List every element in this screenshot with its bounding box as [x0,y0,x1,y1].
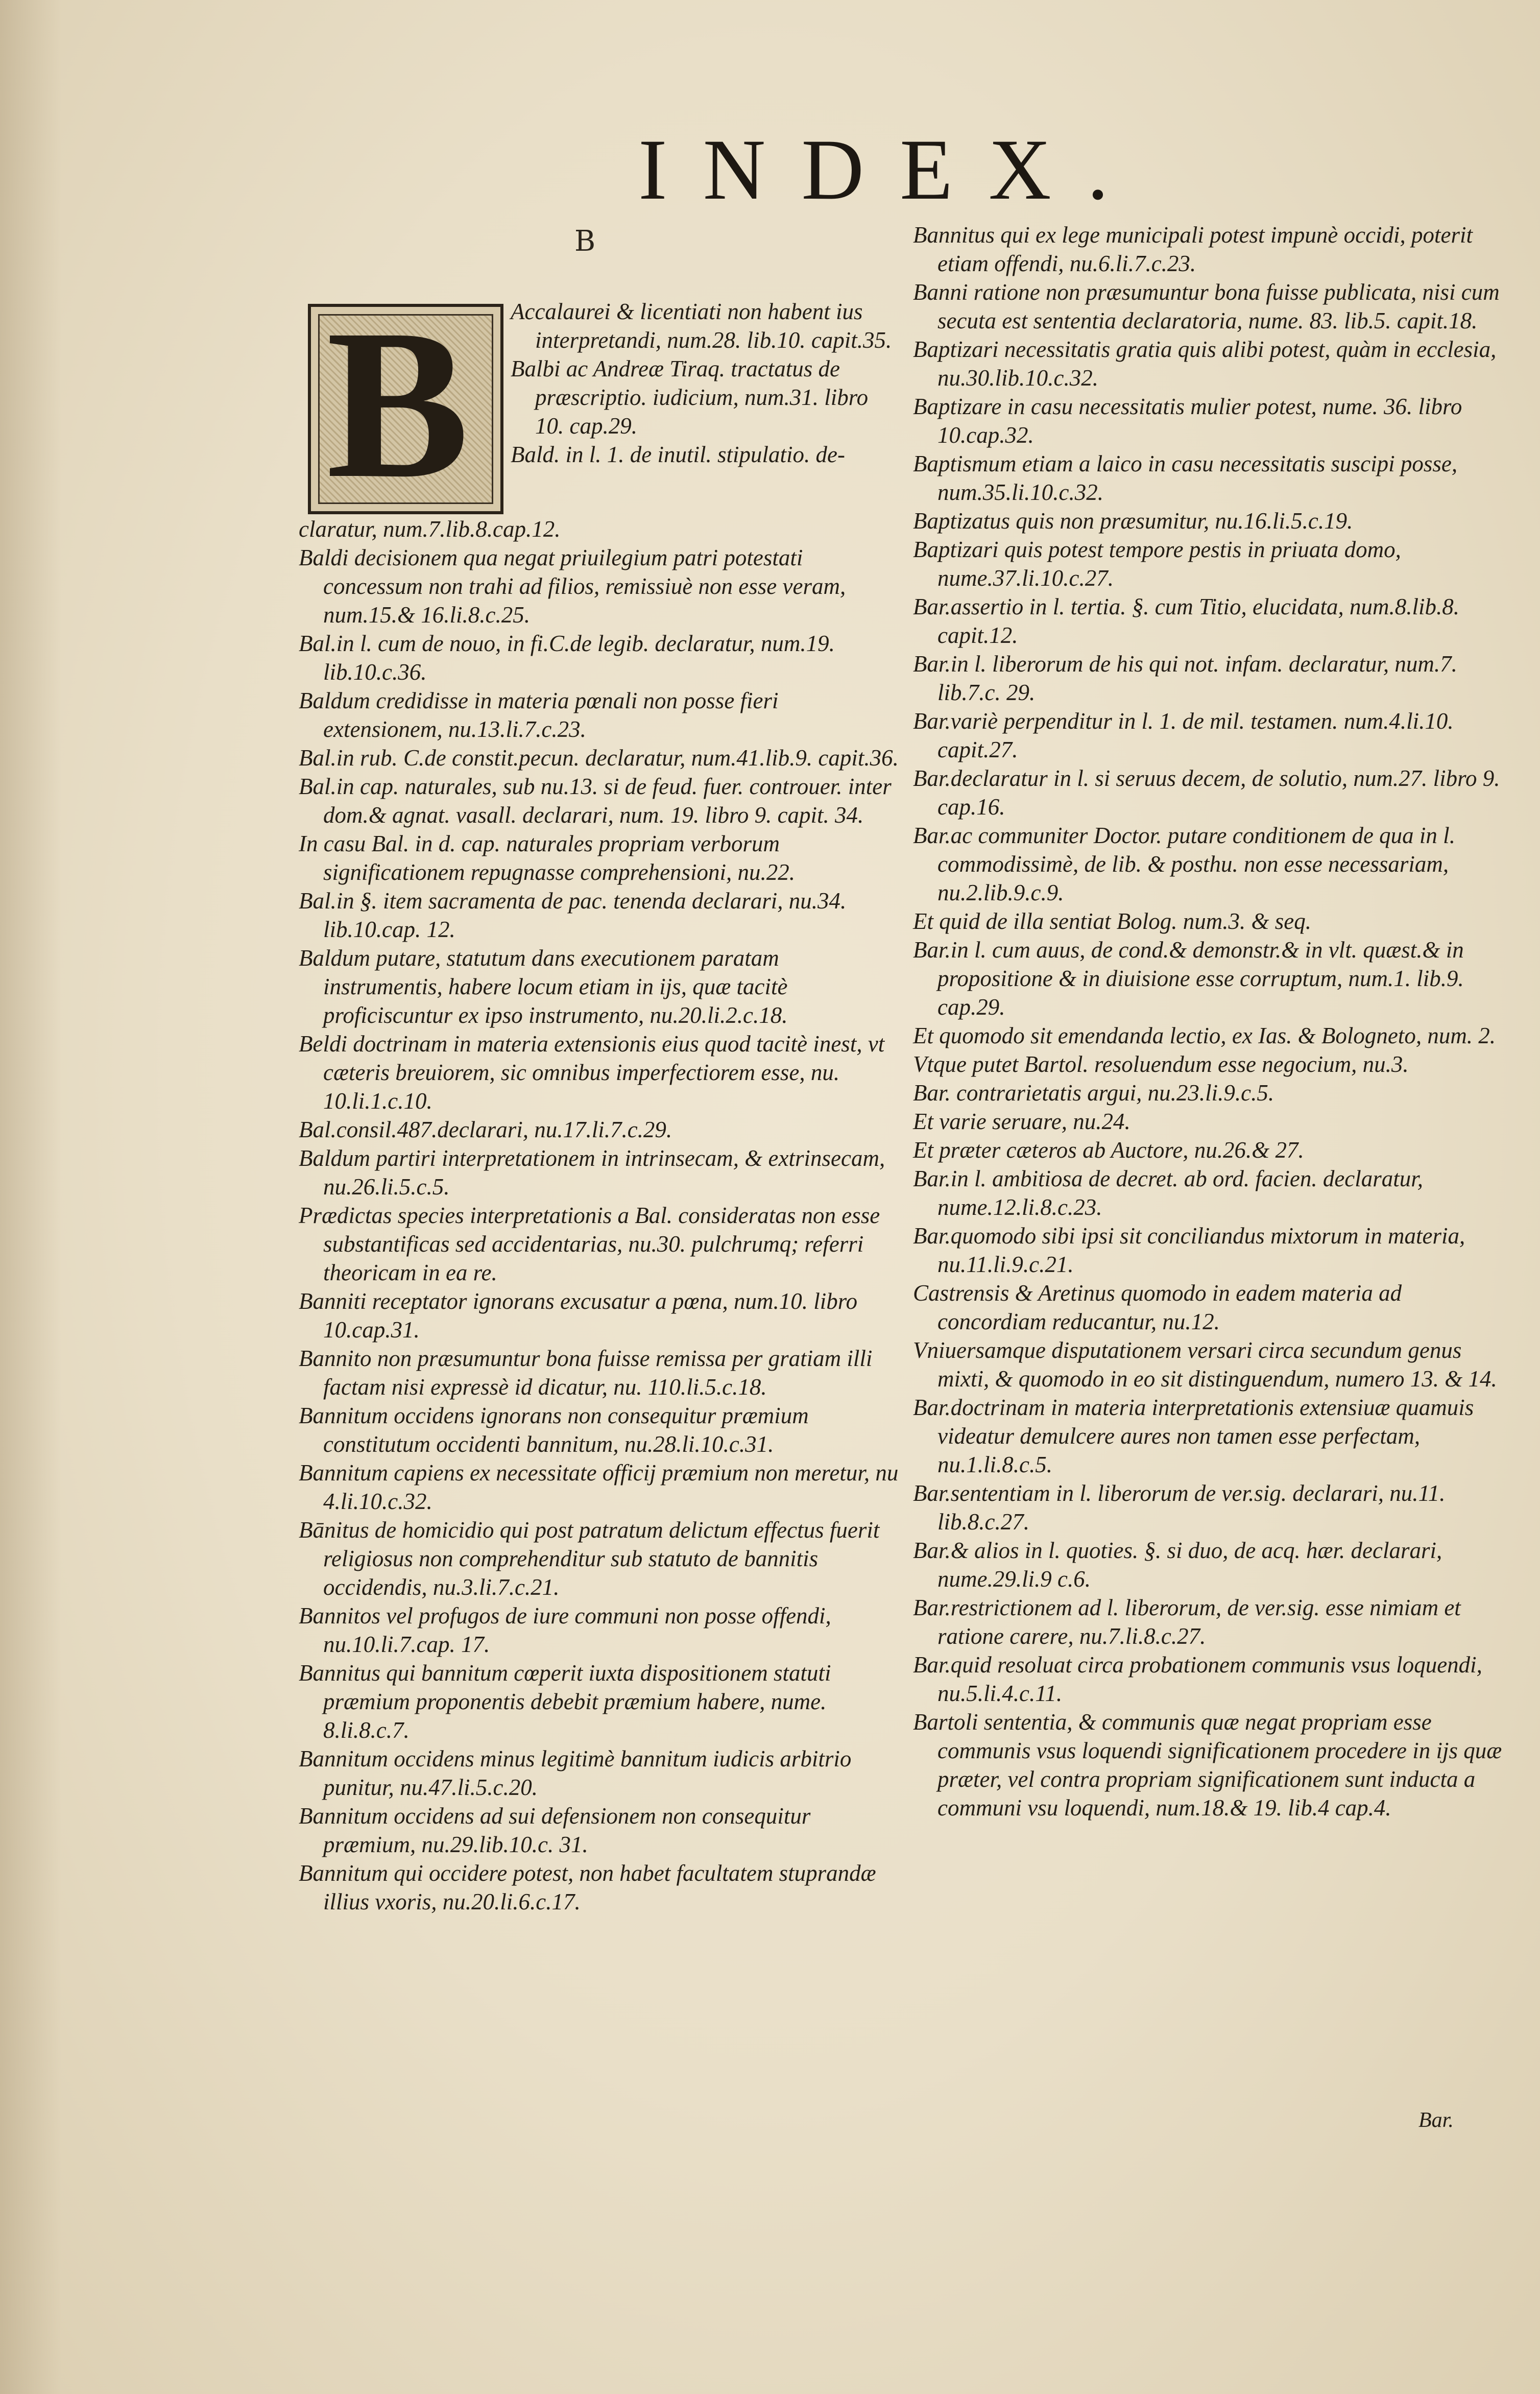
ornamental-woodcut-initial-icon [308,304,503,514]
index-entry: Balbi ac Andreæ Tiraq. tractatus de præscriptio. iudicium, num.31. libro 10. cap.29. [511,356,869,439]
index-entry: Baptizari necessitatis gratia quis alibi potest, quàm in ecclesia, nu.30.lib.10.c.32. [913,337,1497,391]
index-entry: Bar.& alios in l. quoties. §. si duo, de acq. hær. declarari, nume.29.li.9 c.6. [913,1538,1442,1592]
index-entry: Vniuersamque disputationem versari circa secundum genus mixti, & quomodo in eo sit distinguendum, numero 13. & 14. [913,1337,1497,1392]
catchword: Bar. [1418,2109,1454,2132]
index-entry: Baldum partiri interpretationem in intrinsecam, & extrinsecam, nu.26.li.5.c.5. [299,1145,885,1200]
index-entry: claratur, num.7.lib.8.cap.12. [299,516,561,542]
index-entry: Bal.in cap. naturales, sub nu.13. si de feud. fuer. controuer. inter dom.& agnat. vasall. declarari, num. 19. libro 9. capit. 34. [299,774,892,828]
index-entry: Bar.in l. liberorum de his qui not. infam. declaratur, num.7. lib.7.c. 29. [913,651,1457,705]
index-entry: In casu Bal. in d. cap. naturales propriam verborum significationem repugnasse comprehensioni, nu.22. [299,831,796,885]
index-entry: Bannitum occidens minus legitimè bannitum iudicis arbitrio punitur, nu.47.li.5.c.20. [299,1746,852,1800]
index-entry: Baldi decisionem qua negat priuilegium patri potestati concessum non trahi ad filios, remissiuè non esse veram, num.15.& 16.li.8.c.25. [299,545,846,628]
index-entry: Baldum credidisse in materia pœnali non posse fieri extensionem, nu.13.li.7.c.23. [299,688,779,742]
index-entry: Bannito non præsumuntur bona fuisse remissa per gratiam illi factam nisi expressè id dicatur, nu. 110.li.5.c.18. [299,1346,873,1400]
index-entry: Bannitos vel profugos de iure communi non posse offendi, nu.10.li.7.cap. 17. [299,1603,831,1657]
index-entry: Baptizatus quis non præsumitur, nu.16.li.5.c.19. [913,508,1353,534]
index-entry: Vtque putet Bartol. resoluendum esse negocium, nu.3. [913,1051,1409,1077]
index-entry: Accalaurei & licentiati non habent ius interpretandi, num.28. lib.10. capit.35. [511,299,892,353]
index-entry: Bar.quid resoluat circa probationem communis vsus loquendi, nu.5.li.4.c.11. [913,1652,1482,1706]
index-entry: Bal.in l. cum de nouo, in fi.C.de legib. declaratur, num.19. lib.10.c.36. [299,631,835,685]
initial-letter: B [326,304,470,514]
index-entry: Bannitum qui occidere potest, non habet facultatem stuprandæ illius vxoris, nu.20.li.6.c.17. [299,1860,876,1914]
index-entry: Bar.in l. cum auus, de cond.& demonstr.& in vlt. quæst.& in propositione & in diuisione esse corruptum, num.1. lib.9. cap.29. [913,937,1464,1020]
drop-cap-adjacent-entries [511,297,899,469]
index-entry: Bar.assertio in l. tertia. §. cum Titio, elucidata, num.8.lib.8. capit.12. [913,594,1460,648]
index-entry: Baptismum etiam a laico in casu necessitatis suscipi posse, num.35.li.10.c.32. [913,451,1458,505]
index-entry: Bannitus qui bannitum cœperit iuxta dispositionem statuti præmium proponentis debebit præmium habere, nume. 8.li.8.c.7. [299,1660,831,1743]
index-entry: Bar.sententiam in l. liberorum de ver.sig. declarari, nu.11. lib.8.c.27. [913,1480,1446,1535]
index-entry: Et quomodo sit emendanda lectio, ex Ias. & Bologneto, num. 2. [913,1023,1496,1048]
left-index-column [299,515,901,1916]
index-entry: Bannitus qui ex lege municipali potest impunè occidi, poterit etiam offendi, nu.6.li.7.c.23. [913,222,1473,276]
index-entry: Bar. contrarietatis argui, nu.23.li.9.c.5. [913,1080,1274,1106]
index-entry: Prædictas species interpretationis a Bal. consideratas non esse substantificas sed accidentarias, nu.30. pulchrumq; referri theoricam in ea re. [299,1203,880,1285]
index-entry: Banni ratione non præsumuntur bona fuisse publicata, nisi cum secuta est sententia declaratoria, nume. 83. lib.5. capit.18. [913,279,1500,333]
index-entry: Bar.quomodo sibi ipsi sit conciliandus mixtorum in materia, nu.11.li.9.c.21. [913,1223,1465,1277]
index-entry: Beldi doctrinam in materia extensionis eius quod tacitè inest, vt cæteris breuiorem, sic omnibus imperfectiorem esse, nu. 10.li.1.c.10. [299,1031,885,1114]
index-entry: Bānitus de homicidio qui post patratum delictum effectus fuerit religiosus non comprehenditur sub statuto de bannitis occidendis, nu.3.li.7.c.21. [299,1517,880,1600]
index-entry: Bar.variè perpenditur in l. 1. de mil. testamen. num.4.li.10. capit.27. [913,708,1454,762]
index-entry: Baptizari quis potest tempore pestis in priuata domo, nume.37.li.10.c.27. [913,537,1401,591]
index-entry: Bar.declaratur in l. si seruus decem, de solutio, num.27. libro 9. cap.16. [913,765,1500,820]
index-entry: Bannitum capiens ex necessitate officij præmium non meretur, nu 4.li.10.c.32. [299,1460,899,1514]
section-letter: B [574,225,596,258]
index-entry: Bar.ac communiter Doctor. putare conditionem de qua in l. commodissimè, de lib. & posthu. non esse necessariam, nu.2.lib.9.c.9. [913,823,1455,905]
index-entry: Et quid de illa sentiat Bolog. num.3. & seq. [913,908,1311,934]
index-entry: Bar.doctrinam in materia interpretationis extensiuæ quamuis videatur demulcere aures non tamen esse perfectam, nu.1.li.8.c.5. [913,1395,1474,1477]
index-entry: Bannitum occidens ad sui defensionem non consequitur præmium, nu.29.lib.10.c. 31. [299,1803,811,1857]
index-entry: Et varie seruare, nu.24. [913,1109,1130,1134]
index-entry: Bannitum occidens ignorans non consequitur præmium constitutum occidenti bannitum, nu.28.li.10.c.31. [299,1403,809,1457]
index-entry: Bar.restrictionem ad l. liberorum, de ver.sig. esse nimiam et ratione carere, nu.7.li.8.c.27. [913,1595,1461,1649]
index-entry: Bal.in rub. C.de constit.pecun. declaratur, num.41.lib.9. capit.36. [299,745,899,771]
index-entry: Banniti receptator ignorans excusatur a pœna, num.10. libro 10.cap.31. [299,1288,858,1343]
index-entry: Et præter cæteros ab Auctore, nu.26.& 27. [913,1137,1304,1163]
index-entry: Bartoli sententia, & communis quæ negat propriam esse communis vsus loquendi significationem procedere in ijs quæ præter, vel contra propriam significationem sunt inducta a communi vsu loquendi, num.18.& 19. lib.4 cap.4. [913,1709,1502,1821]
index-entry: Bal.in §. item sacramenta de pac. tenenda declarari, nu.34. lib.10.cap. 12. [299,888,847,942]
right-index-column [913,221,1513,1822]
index-entry: Castrensis & Aretinus quomodo in eadem materia ad concordiam reducantur, nu.12. [913,1280,1402,1334]
index-entry: Baldum putare, statutum dans executionem paratam instrumentis, habere locum etiam in ijs, quæ tacitè proficiscuntur ex ipso instrumento, nu.20.li.2.c.18. [299,945,788,1028]
index-entry: Bal.consil.487.declarari, nu.17.li.7.c.29. [299,1117,672,1142]
index-entry: Bar.in l. ambitiosa de decret. ab ord. facien. declaratur, nume.12.li.8.c.23. [913,1166,1424,1220]
index-entry: Baptizare in casu necessitatis mulier potest, nume. 36. libro 10.cap.32. [913,394,1462,448]
index-entry: Bald. in l. 1. de inutil. stipulatio. de- [511,442,845,467]
page-title: INDEX. [638,122,1145,218]
binding-edge-shadow [0,0,61,2394]
